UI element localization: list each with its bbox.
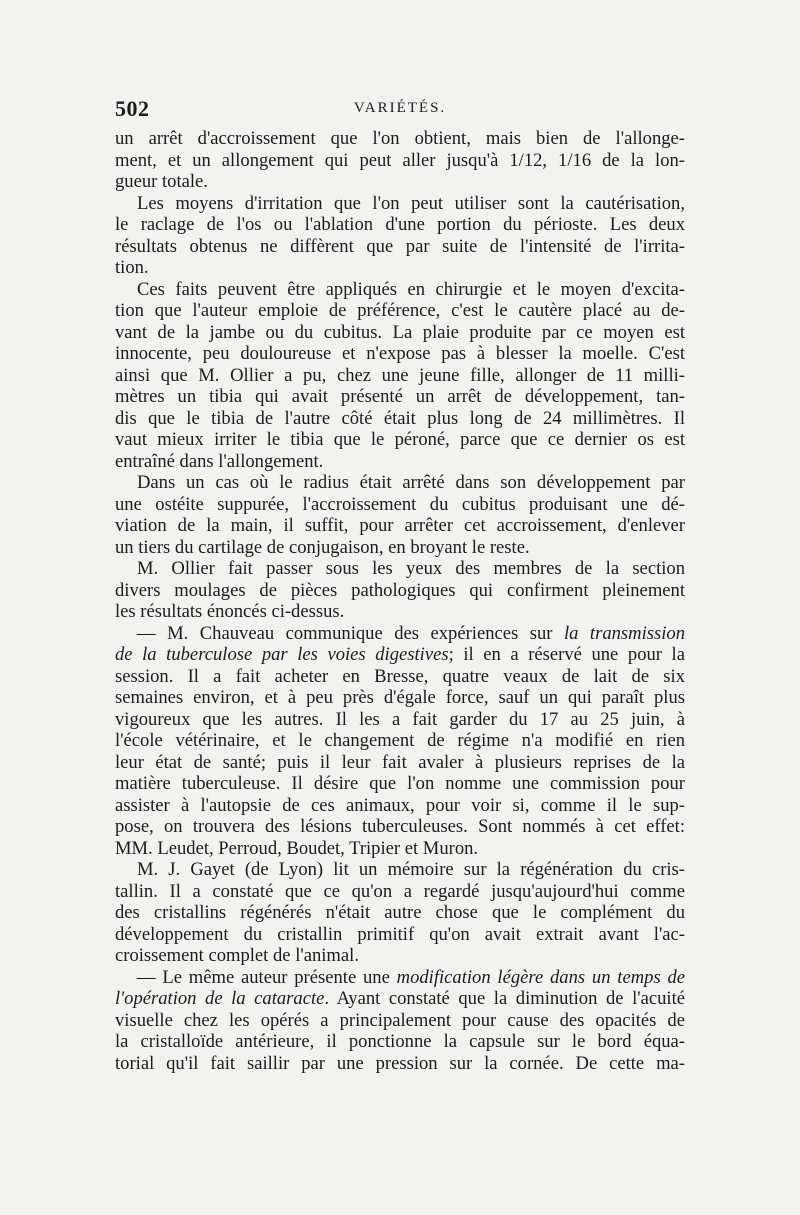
text-line [115, 730, 685, 752]
text-line [115, 150, 685, 172]
text-line [115, 171, 685, 193]
line-text: tallin. Il a constaté que ce qu'on a regardé jusqu'aujourd'hui comme [115, 880, 685, 902]
text-line [115, 1031, 685, 1053]
text-line [115, 257, 685, 279]
text-line [115, 580, 685, 602]
line-text: gueur totale. [115, 171, 208, 192]
line-text: viation de la main, il suffit, pour arrêter cet accroissement, d'enlever [115, 515, 685, 536]
line-text: croissement complet de l'animal. [115, 945, 359, 966]
text-line [115, 902, 685, 924]
page-header [115, 96, 685, 126]
text-line [115, 1053, 685, 1075]
line-text: vaut mieux irriter le tibia que le péroné, parce que ce dernier os est [115, 429, 685, 450]
line-text: visuelle chez les opérés a principalement pour cause des opacités de [115, 1009, 685, 1031]
line-text: développement du cristallin primitif qu'on avait extrait avant l'ac- [115, 923, 685, 945]
line-text: Ces faits peuvent être appliqués en chirurgie et le moyen d'excita- [137, 278, 685, 300]
text-line [115, 408, 685, 430]
text-line [115, 1010, 685, 1032]
text-line [115, 881, 685, 903]
line-text: vant de la jambe ou du cubitus. La plaie produite par ce moyen est [115, 321, 685, 343]
text-line [115, 472, 685, 494]
line-text: l'école vétérinaire, et le changement de régime n'a modifié en rien [115, 730, 685, 751]
text-line [115, 451, 685, 473]
line-text: . Ayant constaté que la diminution de l'acuité [324, 988, 685, 1009]
text-line [115, 752, 685, 774]
text-line [115, 859, 685, 881]
italic-text: de la tuberculose par les voies digestives [115, 644, 449, 665]
page-number: 502 [115, 96, 150, 121]
text-line [115, 709, 685, 731]
text-line [115, 214, 685, 236]
line-text: la cristalloïde antérieure, il ponctionne la capsule sur le bord équa- [115, 1031, 685, 1052]
line-text: une ostéite suppurée, l'accroissement du cubitus produisant une dé- [115, 493, 685, 515]
line-text: tion. [115, 257, 149, 278]
text-line [115, 773, 685, 795]
line-text: Les moyens d'irritation que l'on peut utiliser sont la cautérisation, [137, 192, 685, 214]
text-line [115, 429, 685, 451]
line-text: M. J. Gayet (de Lyon) lit un mémoire sur la régénération du cris- [137, 859, 685, 880]
line-text: ment, et un allongement qui peut aller jusqu'à 1/12, 1/16 de la lon- [115, 149, 685, 171]
text-line [115, 924, 685, 946]
line-text: torial qu'il fait saillir par une pression sur la cornée. De cette ma- [115, 1052, 685, 1074]
line-text: le raclage de l'os ou l'ablation d'une portion du périoste. Les deux [115, 214, 685, 235]
text-line [115, 558, 685, 580]
text-line [115, 601, 685, 623]
line-text: matière tuberculeuse. Il désire que l'on nomme une commission pour [115, 773, 685, 794]
italic-text: modification légère dans un temps de [396, 966, 686, 988]
text-line [115, 279, 685, 301]
line-text: semaines environ, et à peu près d'égale force, sauf un qui paraît plus [115, 687, 685, 708]
line-text: ; il en a réservé une pour la [448, 644, 685, 665]
line-text: résultats obtenus ne diffèrent que par suite de l'intensité de l'irrita- [115, 235, 685, 257]
line-text: vigoureux que les autres. Il les a fait garder du 17 au 25 juin, à [115, 708, 685, 730]
text-line [115, 816, 685, 838]
text-line [115, 128, 685, 150]
line-text: M. Ollier fait passer sous les yeux des membres de la section [137, 558, 685, 579]
line-text: des cristallins régénérés n'était autre chose que le complément du [115, 902, 685, 923]
line-text: les résultats énoncés ci-dessus. [115, 601, 345, 622]
line-text: leur état de santé; puis il leur fait avaler à plusieurs reprises de la [115, 751, 685, 773]
italic-text: la transmission [563, 622, 685, 644]
text-line [115, 322, 685, 344]
text-line [115, 795, 685, 817]
line-text: — M. Chauveau communique des expériences sur [137, 622, 564, 644]
text-line [115, 967, 685, 989]
line-text: Dans un cas où le radius était arrêté dans son développement par [137, 472, 685, 493]
text-line [115, 236, 685, 258]
text-line [115, 365, 685, 387]
text-line [115, 515, 685, 537]
text-line [115, 838, 685, 860]
line-text: divers moulages de pièces pathologiques qui confirment pleinement [115, 579, 685, 601]
text-line [115, 988, 685, 1010]
line-text: ainsi que M. Ollier a pu, chez une jeune fille, allonger de 11 milli- [115, 364, 685, 386]
line-text: MM. Leudet, Perroud, Boudet, Tripier et Muron. [115, 837, 479, 859]
text-line [115, 623, 685, 645]
line-text: entraîné dans l'allongement. [115, 450, 324, 472]
text-line [115, 494, 685, 516]
line-text: un tiers du cartilage de conjugaison, en broyant le reste. [115, 536, 530, 558]
text-line [115, 386, 685, 408]
text-line [115, 300, 685, 322]
text-line [115, 537, 685, 559]
running-title: VARIÉTÉS. [353, 100, 447, 116]
text-line [115, 343, 685, 365]
italic-text: l'opération de la cataracte [115, 988, 325, 1009]
line-text: pose, on trouvera des lésions tuberculeuses. Sont nommés à cet effet: [115, 816, 685, 837]
text-line [115, 687, 685, 709]
line-text: assister à l'autopsie de ces animaux, pour voir si, comme il le sup- [115, 794, 685, 816]
text-line [115, 666, 685, 688]
line-text: session. Il a fait acheter en Bresse, quatre veaux de lait de six [115, 665, 685, 687]
line-text: — Le même auteur présente une [137, 966, 397, 988]
line-text: innocente, peu douloureuse et n'expose pas à blesser la moelle. C'est [115, 343, 685, 364]
text-line [115, 945, 685, 967]
line-text: tion que l'auteur emploie de préférence, c'est le cautère placé au de- [115, 300, 685, 321]
line-text: un arrêt d'accroissement que l'on obtient, mais bien de l'allonge- [115, 128, 685, 149]
line-text: mètres un tibia qui avait présenté un arrêt de développement, tan- [115, 386, 685, 407]
line-text: dis que le tibia de l'autre côté était plus long de 24 millimètres. Il [115, 407, 685, 429]
text-line [115, 644, 685, 666]
body-text [115, 128, 685, 1074]
text-line [115, 193, 685, 215]
